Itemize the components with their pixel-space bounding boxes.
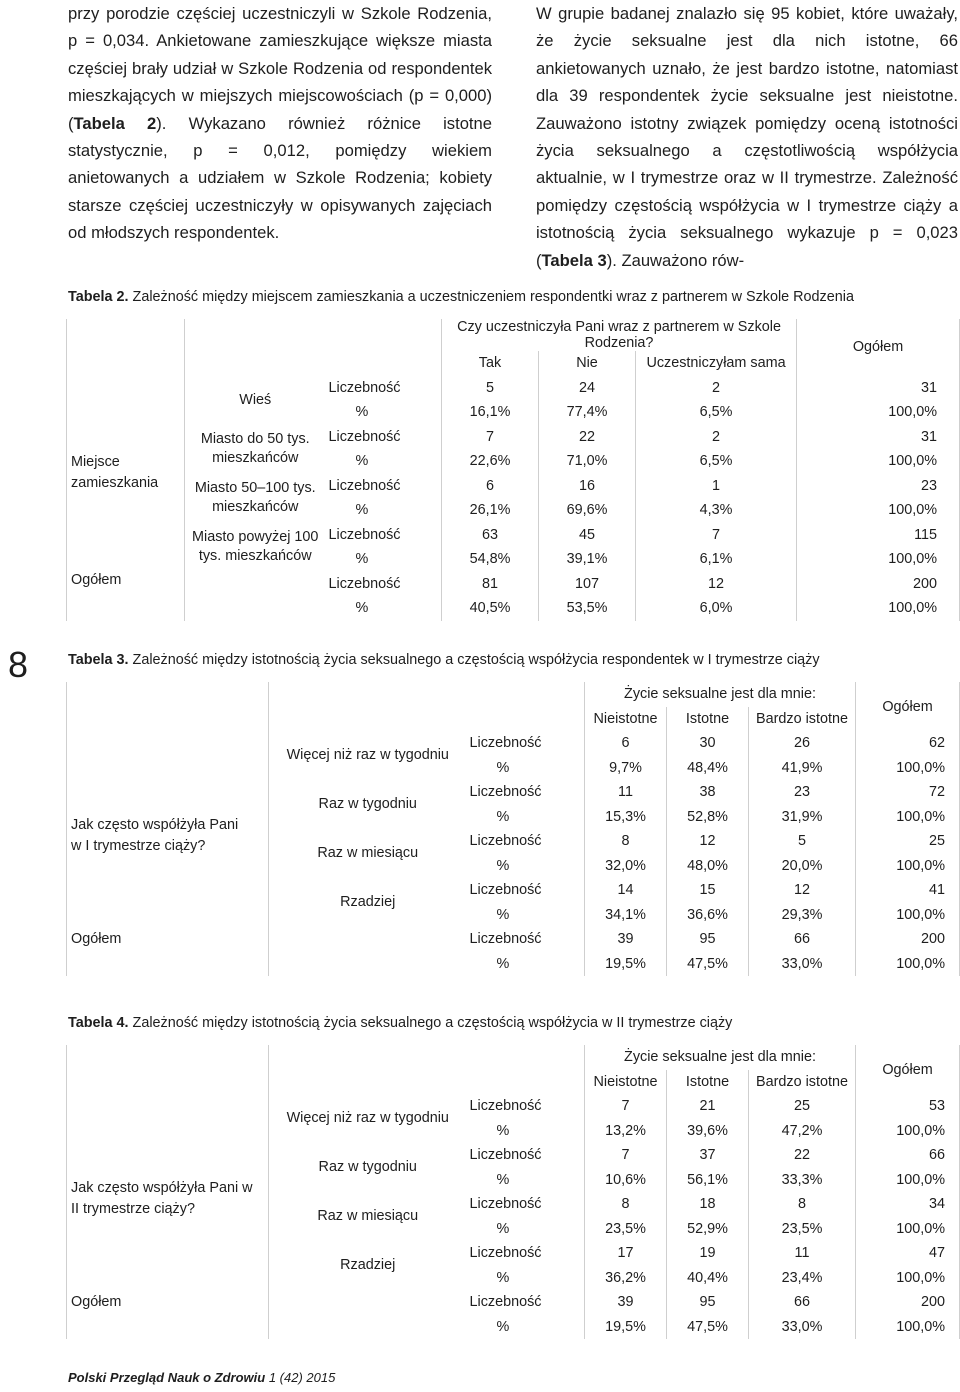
table-cell-total: 31 bbox=[797, 376, 960, 401]
table-cell: 95 bbox=[667, 1290, 749, 1315]
table-cell: 21 bbox=[667, 1094, 749, 1119]
table-cell-total: 31 bbox=[797, 425, 960, 450]
table-cell: 6,5% bbox=[636, 400, 797, 425]
table-cell: 47,5% bbox=[667, 1315, 749, 1340]
table-reference: Tabela 3 bbox=[541, 250, 607, 270]
journal-issue: 1 (42) 2015 bbox=[265, 1370, 336, 1385]
column-header: Uczestniczyłam sama bbox=[636, 351, 797, 376]
row-type: % bbox=[496, 955, 510, 972]
table-cell: 1 bbox=[636, 474, 797, 499]
row-type: Liczebność bbox=[469, 882, 542, 899]
table-cell-total: 100,0% bbox=[856, 1315, 960, 1340]
table-cell: 22 bbox=[539, 425, 636, 450]
row-variable-cell bbox=[67, 1045, 269, 1339]
table-cell: 9,7% bbox=[585, 756, 667, 781]
table-cell: 7 bbox=[585, 1094, 667, 1119]
table-cell: 5 bbox=[442, 376, 539, 401]
caption-text: Zależność między istotnością życia seksualnego a częstością współżycia respondentek w I trymestrze ciąży bbox=[132, 652, 820, 668]
table-cell: 20,0% bbox=[749, 854, 856, 879]
caption-text: Zależność między istotnością życia seksualnego a częstością współżycia w II trymestrze ciąży bbox=[132, 1015, 733, 1031]
row-type: Liczebność bbox=[469, 735, 542, 752]
text-run: ). Zauważono rów- bbox=[606, 250, 745, 270]
row-variable-cell bbox=[67, 319, 185, 621]
table-cell: 47,5% bbox=[667, 952, 749, 977]
table-cell: 81 bbox=[442, 572, 539, 597]
table-cell: 39,6% bbox=[667, 1119, 749, 1144]
caption-label: Tabela 4. bbox=[68, 1015, 129, 1031]
row-type: Liczebność bbox=[328, 428, 401, 445]
table-cell: 63 bbox=[442, 523, 539, 548]
row-type: % bbox=[496, 906, 510, 923]
table-cell-total: 100,0% bbox=[797, 547, 960, 572]
table-cell: 19,5% bbox=[585, 952, 667, 977]
table-cell-total: 100,0% bbox=[856, 1217, 960, 1242]
column-header: Bardzo istotne bbox=[749, 1070, 856, 1095]
table-cell-total: 66 bbox=[856, 1143, 960, 1168]
table-cell: 54,8% bbox=[442, 547, 539, 572]
row-variable-label: Jak często współżyła Pani w II trymestrze ciąży? bbox=[71, 1180, 253, 1217]
total-row-label: Ogółem bbox=[71, 931, 122, 947]
body-text-left bbox=[68, 0, 492, 247]
row-type: % bbox=[496, 1220, 510, 1237]
row-group-label: Więcej niż raz w tygodniu bbox=[269, 1094, 467, 1143]
table-cell-total: 100,0% bbox=[797, 400, 960, 425]
total-column-header: Ogółem bbox=[856, 682, 960, 731]
table-cell: 7 bbox=[585, 1143, 667, 1168]
row-type: % bbox=[496, 857, 510, 874]
table-cell: 56,1% bbox=[667, 1168, 749, 1193]
row-type: Liczebność bbox=[469, 1147, 542, 1164]
table-cell: 12 bbox=[667, 829, 749, 854]
table-cell-total: 100,0% bbox=[856, 805, 960, 830]
table-3-caption bbox=[68, 651, 820, 669]
table-cell: 39,1% bbox=[539, 547, 636, 572]
table-4-caption bbox=[68, 1014, 732, 1032]
table-reference: Tabela 2 bbox=[73, 113, 157, 133]
table-cell: 23,5% bbox=[749, 1217, 856, 1242]
caption-label: Tabela 2. bbox=[68, 289, 129, 305]
row-group-label: Wieś bbox=[185, 376, 326, 425]
table-cell: 12 bbox=[749, 878, 856, 903]
row-type: % bbox=[355, 551, 369, 568]
row-type: Liczebność bbox=[469, 784, 542, 801]
row-type: Liczebność bbox=[328, 379, 401, 396]
column-header: Istotne bbox=[667, 707, 749, 732]
table-cell: 15 bbox=[667, 878, 749, 903]
table-cell-total: 100,0% bbox=[856, 1266, 960, 1291]
row-type: % bbox=[496, 808, 510, 825]
table-cell-total: 200 bbox=[856, 927, 960, 952]
row-type: Liczebność bbox=[328, 575, 401, 592]
table-cell: 39 bbox=[585, 1290, 667, 1315]
table-cell: 8 bbox=[585, 829, 667, 854]
table-cell-total: 100,0% bbox=[856, 903, 960, 928]
table-cell: 17 bbox=[585, 1241, 667, 1266]
table-cell: 95 bbox=[667, 927, 749, 952]
row-group-label: Miasto do 50 tys. mieszkańców bbox=[185, 425, 326, 474]
row-group-label: Rzadziej bbox=[269, 878, 467, 927]
total-column-header: Ogółem bbox=[856, 1045, 960, 1094]
table-cell: 69,6% bbox=[539, 498, 636, 523]
text-run: przy porodzie częściej uczestniczyli w Szkole Rodzenia, p = 0,034. Ankietowane zamieszkujące większe miasta częściej brały udział w Szkole Rodzenia od respondentek mieszkających w miejszych miejscowościach (p = 0,000) ( bbox=[68, 4, 492, 133]
column-header: Istotne bbox=[667, 1070, 749, 1095]
row-type: % bbox=[496, 1318, 510, 1335]
table-cell: 33,0% bbox=[749, 952, 856, 977]
table-cell: 6,5% bbox=[636, 449, 797, 474]
caption-text: Zależność między miejscem zamieszkania a uczestniczeniem respondentki wraz z partnerem w Szkole Rodzenia bbox=[132, 289, 854, 305]
row-type: Liczebność bbox=[328, 526, 401, 543]
row-group-label: Rzadziej bbox=[269, 1241, 467, 1290]
table-cell-total: 47 bbox=[856, 1241, 960, 1266]
table-cell: 53,5% bbox=[539, 596, 636, 621]
table-cell: 66 bbox=[749, 927, 856, 952]
table-cell: 33,3% bbox=[749, 1168, 856, 1193]
paragraph bbox=[536, 0, 958, 274]
table-cell: 23 bbox=[749, 780, 856, 805]
row-type: % bbox=[496, 1122, 510, 1139]
table-cell-total: 200 bbox=[856, 1290, 960, 1315]
row-type: % bbox=[355, 600, 369, 617]
table-cell-total: 53 bbox=[856, 1094, 960, 1119]
table-cell: 16,1% bbox=[442, 400, 539, 425]
row-group-label: Raz w miesiącu bbox=[269, 1192, 467, 1241]
table-cell-total: 34 bbox=[856, 1192, 960, 1217]
table-cell: 33,0% bbox=[749, 1315, 856, 1340]
table-cell: 6 bbox=[585, 731, 667, 756]
table-cell: 34,1% bbox=[585, 903, 667, 928]
table-cell: 22 bbox=[749, 1143, 856, 1168]
table-cell-total: 100,0% bbox=[856, 756, 960, 781]
table-cell-total: 100,0% bbox=[856, 854, 960, 879]
row-group-label: Raz w tygodniu bbox=[269, 1143, 467, 1192]
table-cell-total: 115 bbox=[797, 523, 960, 548]
table-cell: 36,2% bbox=[585, 1266, 667, 1291]
table-cell: 18 bbox=[667, 1192, 749, 1217]
table-3 bbox=[66, 682, 960, 976]
journal-footer bbox=[68, 1370, 335, 1386]
journal-name: Polski Przegląd Nauk o Zdrowiu bbox=[68, 1370, 266, 1385]
table-cell: 52,9% bbox=[667, 1217, 749, 1242]
total-row-label: Ogółem bbox=[71, 571, 122, 588]
row-variable-cell bbox=[67, 682, 269, 976]
table-cell: 13,2% bbox=[585, 1119, 667, 1144]
table-cell: 2 bbox=[636, 425, 797, 450]
text-run: ). Wykazano również różnice istotne statystycznie, p = 0,012, pomiędzy wiekiem anietowanych a udziałem w Szkole Rodzenia; kobiety starsze częściej uczestniczyły w opisywanych zajęciach od młodszych respondentek. bbox=[68, 113, 492, 243]
table-cell-total: 100,0% bbox=[856, 1119, 960, 1144]
total-column-header: Ogółem bbox=[797, 319, 960, 376]
table-cell-total: 100,0% bbox=[856, 952, 960, 977]
table-cell: 107 bbox=[539, 572, 636, 597]
table-cell: 26,1% bbox=[442, 498, 539, 523]
table-cell: 48,4% bbox=[667, 756, 749, 781]
table-cell: 6,0% bbox=[636, 596, 797, 621]
table-cell: 10,6% bbox=[585, 1168, 667, 1193]
row-type: Liczebność bbox=[469, 1245, 542, 1262]
row-variable-label: Miejsce zamieszkania bbox=[71, 453, 159, 491]
table-cell: 7 bbox=[636, 523, 797, 548]
table-cell-total: 23 bbox=[797, 474, 960, 499]
column-question-header: Czy uczestniczyła Pani wraz z partnerem w Szkole Rodzenia? bbox=[442, 319, 797, 351]
body-text-right bbox=[536, 0, 958, 274]
table-cell: 6,1% bbox=[636, 547, 797, 572]
table-cell: 16 bbox=[539, 474, 636, 499]
table-cell-total: 100,0% bbox=[856, 1168, 960, 1193]
table-cell: 66 bbox=[749, 1290, 856, 1315]
row-type: % bbox=[496, 759, 510, 776]
table-cell: 40,5% bbox=[442, 596, 539, 621]
table-cell: 38 bbox=[667, 780, 749, 805]
table-cell: 47,2% bbox=[749, 1119, 856, 1144]
table-cell-total: 41 bbox=[856, 878, 960, 903]
column-header: Bardzo istotne bbox=[749, 707, 856, 732]
table-cell: 19 bbox=[667, 1241, 749, 1266]
row-type: % bbox=[355, 404, 369, 421]
table-2 bbox=[66, 319, 960, 621]
table-cell: 2 bbox=[636, 376, 797, 401]
row-type: Liczebność bbox=[469, 833, 542, 850]
row-type: % bbox=[496, 1171, 510, 1188]
row-group-label: Miasto powyżej 100 tys. mieszkańców bbox=[185, 523, 326, 572]
table-cell: 71,0% bbox=[539, 449, 636, 474]
table-cell: 31,9% bbox=[749, 805, 856, 830]
table-cell: 77,4% bbox=[539, 400, 636, 425]
page-number: 8 bbox=[8, 644, 29, 685]
table-cell: 40,4% bbox=[667, 1266, 749, 1291]
table-cell: 4,3% bbox=[636, 498, 797, 523]
table-cell: 7 bbox=[442, 425, 539, 450]
row-type: Liczebność bbox=[469, 1196, 542, 1213]
table-cell: 8 bbox=[585, 1192, 667, 1217]
row-group-label: Więcej niż raz w tygodniu bbox=[269, 731, 467, 780]
table-cell: 11 bbox=[585, 780, 667, 805]
table-cell: 48,0% bbox=[667, 854, 749, 879]
table-cell: 45 bbox=[539, 523, 636, 548]
table-cell: 22,6% bbox=[442, 449, 539, 474]
table-cell: 30 bbox=[667, 731, 749, 756]
table-cell-total: 62 bbox=[856, 731, 960, 756]
row-variable-label: Jak często współżyła Pani w I trymestrze ciąży? bbox=[71, 817, 239, 854]
table-cell: 25 bbox=[749, 1094, 856, 1119]
table-cell: 52,8% bbox=[667, 805, 749, 830]
table-cell: 29,3% bbox=[749, 903, 856, 928]
table-cell-total: 100,0% bbox=[797, 498, 960, 523]
table-cell-total: 25 bbox=[856, 829, 960, 854]
table-cell: 41,9% bbox=[749, 756, 856, 781]
row-type: Liczebność bbox=[469, 1098, 542, 1115]
table-cell-total: 100,0% bbox=[797, 449, 960, 474]
table-cell: 5 bbox=[749, 829, 856, 854]
row-group-label: Raz w tygodniu bbox=[269, 780, 467, 829]
table-cell: 36,6% bbox=[667, 903, 749, 928]
table-cell: 12 bbox=[636, 572, 797, 597]
row-type: Liczebność bbox=[328, 477, 401, 494]
table-cell-total: 72 bbox=[856, 780, 960, 805]
table-cell: 15,3% bbox=[585, 805, 667, 830]
table-4 bbox=[66, 1045, 960, 1339]
table-cell: 23,5% bbox=[585, 1217, 667, 1242]
row-type: % bbox=[355, 453, 369, 470]
table-2-caption bbox=[68, 288, 854, 306]
table-cell: 37 bbox=[667, 1143, 749, 1168]
row-group-label: Raz w miesiącu bbox=[269, 829, 467, 878]
table-cell-total: 100,0% bbox=[797, 596, 960, 621]
paragraph bbox=[68, 0, 492, 247]
table-cell: 24 bbox=[539, 376, 636, 401]
text-run: W grupie badanej znalazło się 95 kobiet, które uważały, że życie seksualne jest dla nich istotne, 66 ankietowanych uznało, że jest bardzo istotne, natomiast dla 39 respondentek życie seksualne jest nieistotne. Zauważono istotny związek pomiędzy oceną istotności życia seksualnego a częstotliwością współżycia aktualnie, w I trymestrze oraz w II trymestrze. Zależność pomiędzy częstością współżycia w I trymestrze ciąży a istotnością życia seksualnego wykazuje p = 0,023 ( bbox=[536, 4, 958, 270]
table-cell: 11 bbox=[749, 1241, 856, 1266]
caption-label: Tabela 3. bbox=[68, 652, 129, 668]
table-cell: 26 bbox=[749, 731, 856, 756]
table-cell: 14 bbox=[585, 878, 667, 903]
column-header: Nieistotne bbox=[585, 707, 667, 732]
table-cell-total: 200 bbox=[797, 572, 960, 597]
row-type: Liczebność bbox=[469, 931, 542, 948]
column-header: Tak bbox=[442, 351, 539, 376]
column-header: Nieistotne bbox=[585, 1070, 667, 1095]
column-question-header: Życie seksualne jest dla mnie: bbox=[585, 682, 856, 707]
table-cell: 32,0% bbox=[585, 854, 667, 879]
table-cell: 39 bbox=[585, 927, 667, 952]
table-cell: 23,4% bbox=[749, 1266, 856, 1291]
row-type: % bbox=[355, 502, 369, 519]
table-cell: 8 bbox=[749, 1192, 856, 1217]
total-row-label: Ogółem bbox=[71, 1294, 122, 1310]
row-type: Liczebność bbox=[469, 1294, 542, 1311]
column-question-header: Życie seksualne jest dla mnie: bbox=[585, 1045, 856, 1070]
column-header: Nie bbox=[539, 351, 636, 376]
row-type: % bbox=[496, 1269, 510, 1286]
row-group-label: Miasto 50–100 tys. mieszkańców bbox=[185, 474, 326, 523]
table-cell: 19,5% bbox=[585, 1315, 667, 1340]
table-cell: 6 bbox=[442, 474, 539, 499]
